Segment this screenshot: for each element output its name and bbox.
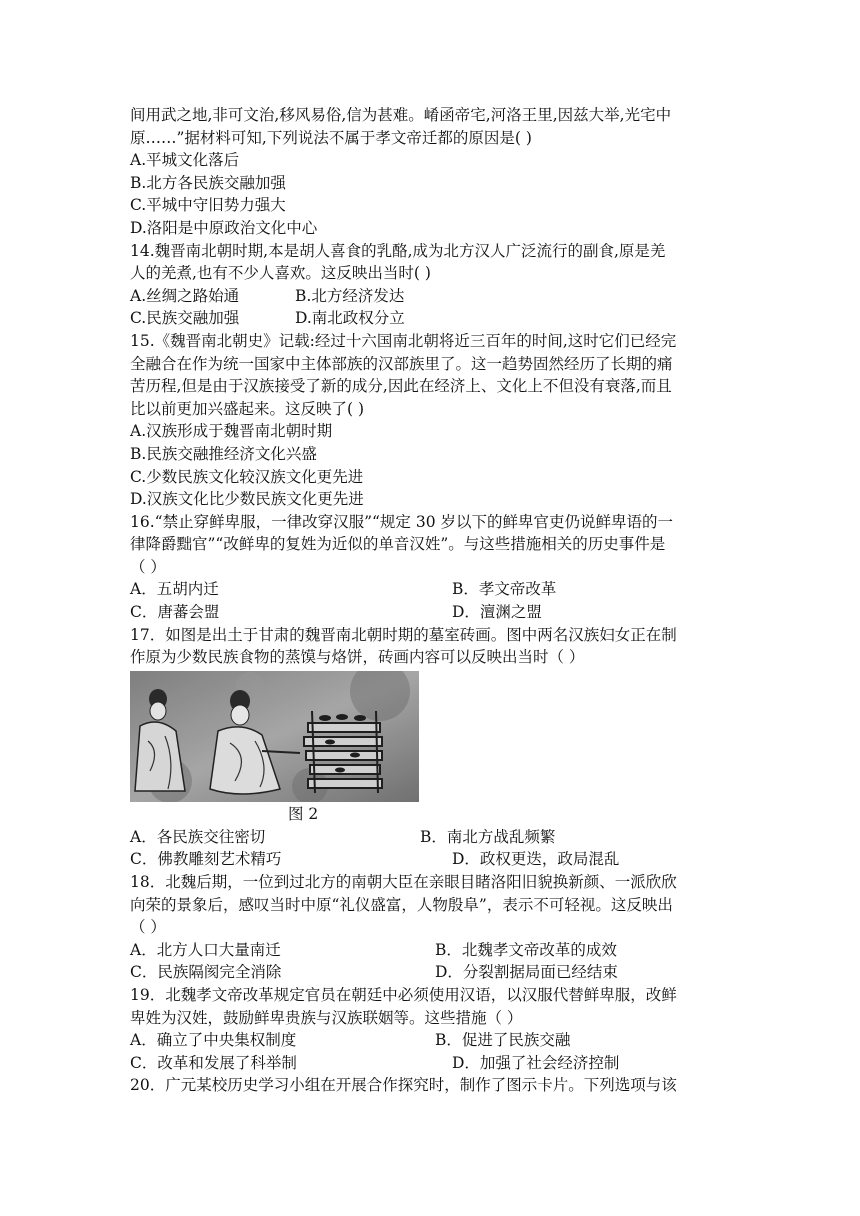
q17-option-c: C．佛教雕刻艺术精巧 — [130, 850, 282, 869]
q14-option-a: A.丝绸之路始通 — [130, 286, 240, 305]
q13-text-line: 间用武之地,非可文治,移风易俗,信为甚难。崤函帝宅,河洛王里,因兹大举,光宅中 — [130, 106, 672, 124]
q19-option-d: D．加强了社会经济控制 — [452, 1053, 620, 1072]
q16-text-line: 16.“禁止穿鲜卑服，一律改穿汉服”“规定 30 岁以下的鲜卑官吏仍说鲜卑语的一 — [130, 512, 674, 531]
q14-text-line: 人的羌煮,也有不少人喜欢。这反映出当时( ) — [130, 264, 431, 283]
q18-options-row — [130, 939, 730, 962]
q17-options-row — [130, 826, 730, 849]
q18-text-line: （ ） — [130, 918, 166, 937]
q14-option-d: D.南北政权分立 — [295, 309, 405, 328]
q17-option-a: A．各民族交往密切 — [130, 827, 266, 846]
q15-text-line: 15.《魏晋南北朝史》记载:经过十六国南北朝将近三百年的时间,这时它们已经完 — [130, 331, 677, 350]
q16-option-b: B．孝文帝改革 — [452, 580, 557, 599]
q16-option-a: A．五胡内迁 — [130, 580, 219, 599]
q16-options-row — [130, 578, 730, 601]
q13-option-d: D.洛阳是中原政治文化中心 — [130, 218, 318, 237]
q13-option-c: C.平城中守旧势力强大 — [130, 196, 286, 215]
q19-options-row — [130, 1052, 730, 1075]
q15-option-d: D.汉族文化比少数民族文化更先进 — [130, 490, 364, 509]
q16-option-d: D．澶渊之盟 — [452, 603, 542, 622]
q15-text-line: 苦历程,但是由于汉族接受了新的成分,因此在经济上、文化上不但没有衰落,而且 — [130, 377, 672, 396]
q16-text-line: 律降爵黜官”“改鲜卑的复姓为近似的单音汉姓”。与这些措施相关的历史事件是 — [130, 535, 666, 554]
q17-options-row — [130, 848, 730, 871]
q15-text-line: 比以前更加兴盛起来。这反映了( ) — [130, 399, 365, 418]
q14-option-b: B.北方经济发达 — [295, 286, 405, 305]
q19-option-c: C．改革和发展了科举制 — [130, 1053, 297, 1072]
q13-option-a: A.平城文化落后 — [130, 151, 240, 170]
q17-option-d: D．政权更迭，政局混乱 — [452, 850, 620, 869]
q17-text-line: 17．如图是出土于甘肃的魏晋南北朝时期的墓室砖画。图中两名汉族妇女正在制 — [130, 625, 677, 644]
q16-option-c: C．唐蕃会盟 — [130, 603, 220, 622]
q19-option-a: A．确立了中央集权制度 — [130, 1031, 297, 1050]
q18-options-row — [130, 961, 730, 984]
q18-option-c: C．民族隔阂完全消除 — [130, 963, 282, 982]
q16-options-row — [130, 601, 730, 624]
q20-text-line: 20．广元某校历史学习小组在开展合作探究时，制作了图示卡片。下列选项与该 — [130, 1076, 677, 1095]
q15-option-a: A.汉族形成于魏晋南北朝时期 — [130, 422, 333, 441]
q14-options-row — [130, 307, 730, 330]
q18-option-b: B．北魏孝文帝改革的成效 — [435, 940, 617, 959]
q19-options-row — [130, 1029, 730, 1052]
q14-option-c: C.民族交融加强 — [130, 309, 240, 328]
q19-option-b: B．促进了民族交融 — [435, 1031, 571, 1050]
q15-option-c: C.少数民族文化较汉族文化更先进 — [130, 467, 364, 486]
q17-text-line: 作原为少数民族食物的蒸馍与烙饼，砖画内容可以反映出当时（ ） — [130, 648, 585, 667]
q15-option-b: B.民族交融推经济文化兴盛 — [130, 444, 317, 463]
q18-option-d: D．分裂割据局面已经结束 — [435, 963, 618, 982]
q19-text-line: 卑姓为汉姓，鼓励鲜卑贵族与汉族联姻等。这些措施（ ） — [130, 1008, 523, 1027]
tomb-brick-painting-image — [130, 671, 419, 802]
q13-text-line: 原……”据材料可知,下列说法不属于孝文帝迁都的原因是( ) — [130, 128, 532, 147]
exam-page — [130, 104, 730, 1097]
q18-text-line: 向荣的景象后，感叹当时中原“礼仪盛富，人物殷阜”，表示不可轻视。这反映出 — [130, 895, 673, 914]
figure-caption: 图 2 — [288, 804, 319, 823]
q16-text-line: （ ） — [130, 557, 166, 576]
q18-option-a: A．北方人口大量南迁 — [130, 940, 281, 959]
q14-text-line: 14.魏晋南北朝时期,本是胡人喜食的乳酪,成为北方汉人广泛流行的副食,原是羌 — [130, 241, 666, 260]
q14-options-row — [130, 285, 730, 308]
q19-text-line: 19．北魏孝文帝改革规定官员在朝廷中必须使用汉语，以汉服代替鲜卑服，改鲜 — [130, 986, 677, 1004]
q13-option-b: B.北方各民族交融加强 — [130, 173, 286, 192]
q15-text-line: 全融合在作为统一国家中主体部族的汉部族里了。这一趋势固然经历了长期的痛 — [130, 354, 673, 373]
q17-option-b: B．南北方战乱频繁 — [420, 827, 556, 846]
q18-text-line: 18．北魏后期，一位到过北方的南朝大臣在亲眼目睹洛阳旧貌换新颜、一派欣欣 — [130, 873, 677, 892]
